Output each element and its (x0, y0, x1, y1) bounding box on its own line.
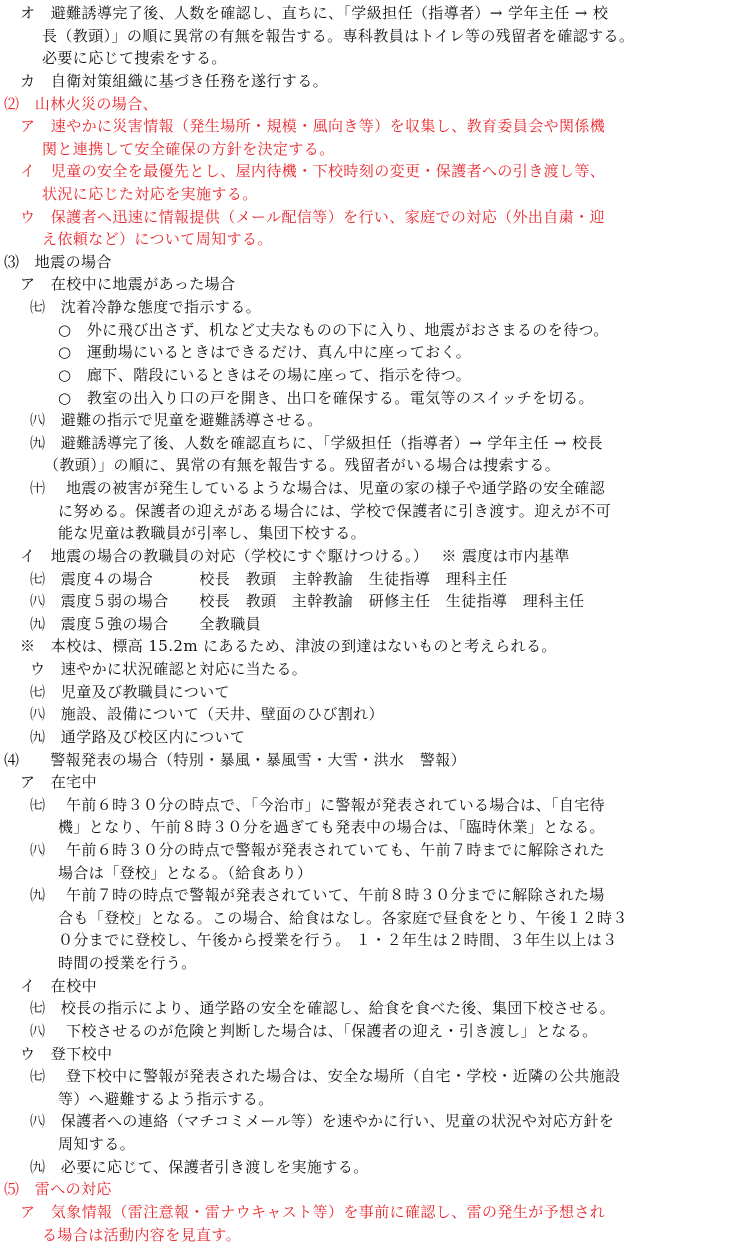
document-line: イ 児童の安全を最優先とし、屋内待機・下校時刻の変更・保護者への引き渡し等、 (20, 160, 605, 183)
document-line: 長（教頭）」の順に異常の有無を報告する。専科教員はトイレ等の残留者を確認する。 (42, 25, 634, 48)
document-line: ○ 運動場にいるときはできるだけ、真ん中に座っておく。 (58, 341, 471, 364)
document-line: に努める。保護者の迎えがある場合には、学校で保護者に引き渡す。迎えが不可 (58, 500, 611, 523)
document-line: る場合は活動内容を見直す。 (42, 1224, 241, 1246)
document-line: ウ 保護者へ迅速に情報提供（メール配信等）を行い、家庭での対応（外出自粛・迎 (20, 206, 605, 229)
document-line: ㈨ 避難誘導完了後、人数を確認直ちに、「学級担任（指導者）→ 学年主任 → 校長 (30, 432, 603, 455)
document-line: 合も「登校」となる。この場合、給食はなし。各家庭で昼食をとり、午後１２時３ (58, 907, 628, 930)
document-line: イ 地震の場合の教職員の対応（学校にすぐ駆けつける。） ※ 震度は市内基準 (20, 545, 570, 568)
document-line: ㈨ 必要に応じて、保護者引き渡しを実施する。 (30, 1156, 369, 1179)
document-line: ㈧ 保護者への連絡（マチコミメール等）を速やかに行い、児童の状況や対応方針を (30, 1110, 614, 1133)
document-line: ア 速やかに災害情報（発生場所・規模・風向き等）を収集し、教育委員会や関係機 (20, 115, 605, 138)
document-line: 機」となり、午前８時３０分を過ぎても発表中の場合は、「臨時休業」となる。 (58, 816, 605, 839)
document-line: ㈦ 児童及び教職員について (30, 681, 230, 704)
document-line: ㈦ 震度４の場合 校長 教頭 主幹教諭 生徒指導 理科主任 (30, 568, 507, 591)
document-line: ㈨ 午前７時の時点で警報が発表されていて、午前８時３０分までに解除された場 (30, 884, 605, 907)
document-line: ウ 速やかに状況確認と対応に当たる。 (30, 658, 307, 681)
document-line: ⑶ 地震の場合 (4, 251, 112, 274)
document-line: ㈩ 地震の被害が発生しているような場合は、児童の家の様子や通学路の安全確認 (30, 477, 605, 500)
document-line: ０分までに登校し、午後から授業を行う。 １・２年生は２時間、３年生以上は３ (58, 929, 618, 952)
document-line: ア 在宅中 (20, 771, 97, 794)
document-line: カ 自衛対策組織に基づき任務を遂行する。 (20, 70, 328, 93)
document-line: ウ 登下校中 (20, 1043, 112, 1066)
document-line: ア 在校中に地震があった場合 (20, 273, 235, 296)
document-line: オ 避難誘導完了後、人数を確認し、直ちに、「学級担任（指導者）→ 学年主任 → 校 (20, 2, 608, 25)
document-line: ○ 廊下、階段にいるときはその場に座って、指示を待つ。 (58, 364, 471, 387)
document-line: 能な児童は教職員が引率し、集団下校する。 (58, 522, 366, 545)
document-line: え依頼など）について周知する。 (42, 228, 273, 251)
document-line: 時間の授業を行う。 (58, 952, 197, 975)
document-line: 状況に応じた対応を実施する。 (42, 183, 258, 206)
document-line: 関と連携して安全確保の方針を決定する。 (42, 138, 335, 161)
document-line: ㈦ 沈着冷静な態度で指示する。 (30, 296, 261, 319)
document-line: ㈧ 施設、設備について（天井、壁面のひび割れ） (30, 703, 384, 726)
document-line: 場合は「登校」となる。（給食あり） (58, 862, 312, 885)
document-line: ア 気象情報（雷注意報・雷ナウキャスト等）を事前に確認し、雷の発生が予想され (20, 1201, 605, 1224)
document-line: （教頭）」の順に、異常の有無を報告する。残留者がいる場合は捜索する。 (44, 454, 560, 477)
document-line: ㈨ 震度５強の場合 全教職員 (30, 613, 261, 636)
document-line: ○ 教室の出入り口の戸を開き、出口を確保する。電気等のスイッチを切る。 (58, 387, 594, 410)
document-line: ㈨ 通学路及び校区内について (30, 726, 245, 749)
document-line: 必要に応じて捜索をする。 (42, 47, 227, 70)
document-line: ○ 外に飛び出さず、机など丈夫なものの下に入り、地震がおさまるのを待つ。 (58, 319, 609, 342)
document-line: ㈦ 校長の指示により、通学路の安全を確認し、給食を食べた後、集団下校させる。 (30, 997, 615, 1020)
document-line: ㈦ 午前６時３０分の時点で、「今治市」に警報が発表されている場合は、「自宅待 (30, 794, 605, 817)
document-line: ㈧ 避難の指示で児童を避難誘導させる。 (30, 409, 323, 432)
document-line: ㈧ 下校させるのが危険と判断した場合は、「保護者の迎え・引き渡し」となる。 (30, 1020, 597, 1043)
document-line: 周知する。 (58, 1133, 135, 1156)
document-line: ⑸ 雷への対応 (4, 1178, 112, 1201)
document-line: 等）へ避難するよう指示する。 (58, 1088, 274, 1111)
document-line: ㈧ 震度５弱の場合 校長 教頭 主幹教諭 研修主任 生徒指導 理科主任 (30, 590, 584, 613)
document-line: ⑷ 警報発表の場合（特別・暴風・暴風雪・大雪・洪水 警報） (4, 749, 466, 772)
document-line: イ 在校中 (20, 975, 97, 998)
document-line: ㈦ 登下校中に警報が発表された場合は、安全な場所（自宅・学校・近隣の公共施設 (30, 1065, 620, 1088)
document-line: ㈧ 午前６時３０分の時点で警報が発表されていても、午前７時までに解除された (30, 839, 605, 862)
document-line: ※ 本校は、標高 15.2m にあるため、津波の到達はないものと考えられる。 (20, 635, 557, 658)
document-line: ⑵ 山林火災の場合、 (4, 93, 158, 116)
